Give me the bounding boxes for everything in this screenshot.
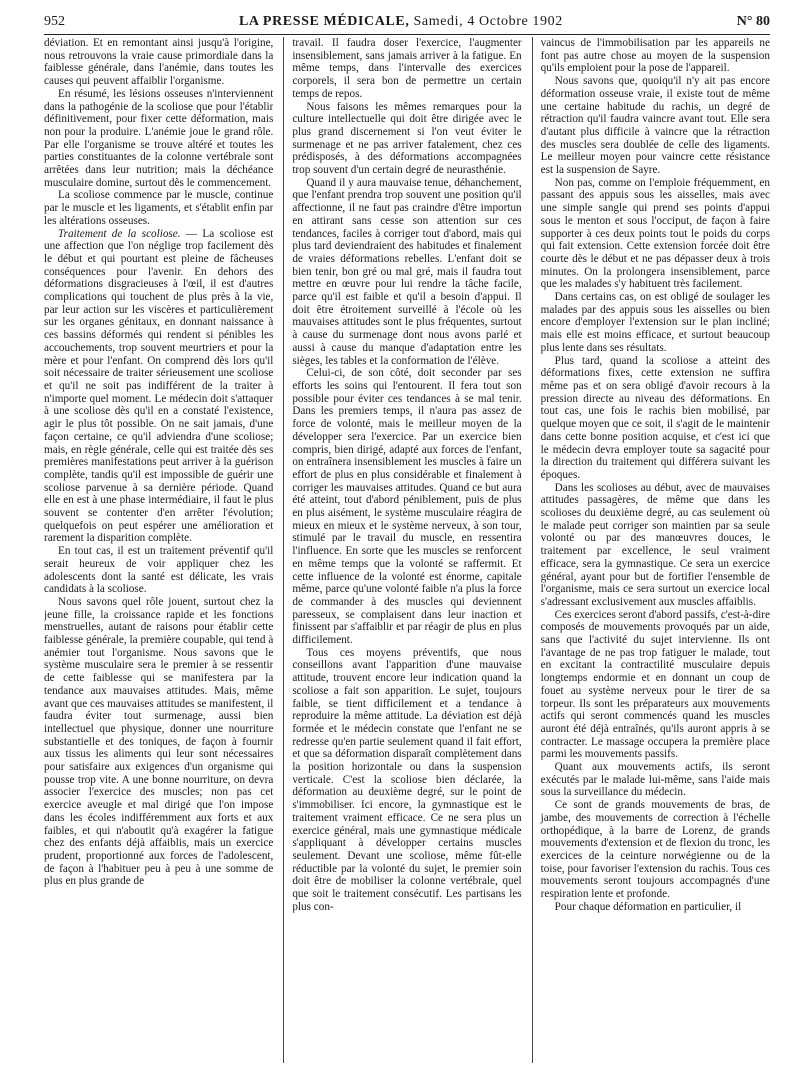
paragraph: [541, 291, 770, 355]
issue-date: Samedi, 4 Octobre 1902: [413, 14, 563, 29]
paragraph: [292, 647, 521, 914]
paragraph-text: Plus tard, quand la scoliose a atteint des déformations fixes, cette extension ne suffira même pas et on sera obligé d'avoir recours à la pression directe au niveau des déformations. En tout cas, une fois le rachis bien mobilisé, par quelque moyen que ce soit, il s'agit de le maintenir dans cette bonne position acquise, et c'est ici que le médecin devra employer toute sa sagacité pour la direction du traitement qui différera suivant les époques.: [540, 354, 770, 481]
paragraph-text: Nous savons quel rôle jouent, surtout chez la jeune fille, la croissance rapide et les fonctions menstruelles, autant de raisons pour établir cette faiblesse générale, la première coupable, qui tend à anémier tout l'organisme. Nous savons que le système musculaire sera le premier à se ressentir de cette faiblesse qui se manifestera par la tendance aux mauvaises attitudes. Mais, même avant que ces mauvaises attitudes se manifestent, il faudra éviter tout surmenage, aussi bien intellectuel que physique, donner une nourriture substantielle et des toniques, de façon à fournir aux tissus les aliments qui leur sont nécessaires pour satisfaire aux exigences d'un organisme qui pousse trop vite. A une bonne nourriture, on devra associer l'exercice des muscles; non pas cet exercice aveugle et mal dirigé que l'on impose dans les écoles indifféremment aux forts et aux faibles, et qui n'aboutit qu'à exagérer la fatigue chez des enfants déjà affaiblis, mais un exercice prudent, proportionné aux forces de l'adolescent, de façon à l'habituer peu à peu à une somme de plus en plus grande de: [44, 595, 274, 888]
section-heading: Traitement de la scoliose.: [58, 227, 181, 240]
paragraph: [44, 228, 273, 546]
paragraph-text: Ces exercices seront d'abord passifs, c'est-à-dire composés de mouvements provoqués par un aide, sans que l'activité du sujet intervienne. Ils ont l'avantage de ne pas trop fatiguer le malade, tout en excitant la contractilité musculaire depuis longtemps endormie et en donnant un coup de fouet au système nerveux pour le tirer de sa torpeur. Ils sont les préparateurs aux mouvements actifs qui seront commencés quand les muscles auront été déjà entraînés, qu'ils auront appris à se contracter. Le massage occupera la première place parmi les mouvements passifs.: [540, 608, 770, 761]
paragraph: [541, 799, 770, 901]
paragraph: [541, 355, 770, 482]
page-header: [44, 14, 770, 35]
paragraph: [541, 75, 770, 177]
paragraph: [44, 545, 273, 596]
paragraph-text: En tout cas, il est un traitement préventif qu'il serait heureux de voir appliquer chez les adolescents dont la santé est délicate, les vrais candidats à la scoliose.: [44, 545, 274, 596]
paragraph-text: Dans certains cas, on est obligé de soulager les malades par des appuis sous les aisselles ou bien encore d'employer l'extension sur le plan incliné; mais elle est moins efficace, et surtout beaucoup plus lente dans ses résultats.: [540, 291, 770, 354]
paragraph: [44, 189, 273, 227]
paragraph-text: vaincus de l'immobilisation par les appareils ne font pas autre chose au moyen de la suspension qu'ils emploient pour la pose de l'appareil.: [540, 37, 770, 75]
paragraph-text: La scoliose commence par le muscle, continue par le muscle et les ligaments, et s'établit enfin par les altérations osseuses.: [44, 189, 274, 227]
column-2: [283, 37, 521, 1063]
article-columns: [44, 37, 770, 1063]
paragraph-text: Ce sont de grands mouvements de bras, de jambe, des mouvements de correction à l'échelle orthopédique, à la barre de Lorenz, de grands mouvements d'extension et de flexion du tronc, les exercices de la ceinture norwégienne ou de la toise, pour favoriser l'extension du rachis. Tous ces mouvements seront toujours accompagnés d'une respiration lente et profonde.: [540, 799, 770, 901]
page-number: 952: [44, 14, 65, 29]
journal-title: [239, 14, 563, 30]
paragraph: [292, 367, 521, 646]
paragraph-text: Nous savons que, quoiqu'il n'y ait pas encore déformation osseuse vraie, il existe tout de même une certaine habitude du rachis, un degré de rétraction qu'il faudra vaincre avant tout. Elle sera d'autant plus difficile à vaincre que la rétraction des muscles sera doublée de celle des ligaments. Le meilleur moyen pour vaincre cette résistance est la suspension de Sayre.: [540, 75, 770, 177]
paragraph-text: En résumé, les lésions osseuses n'interviennent dans la pathogénie de la scoliose que pour l'établir définitivement, pour fixer cette déformation, mais non pour la produire. L'anémie joue le grand rôle. Par elle l'organisme se trouve altéré et toutes les parties constituantes de la colonne vertébrale sont arrêtées dans leur nutrition; mais la déchéance musculaire domine, surtout dès le commencement.: [44, 87, 274, 189]
paragraph: [44, 37, 273, 88]
paragraph: [541, 177, 770, 291]
journal-name: LA PRESSE MÉDICALE,: [238, 14, 410, 29]
paragraph-text: Nous faisons les mêmes remarques pour la culture intellectuelle qui doit être dirigée avec le plus grand discernement si l'on veut éviter le surmenage et ne pas arriver fatalement, chez ces prédisposés, à des déformations accompagnées trop souvent d'un certain degré de neurasthénie.: [292, 100, 522, 177]
issue-number: N° 80: [736, 14, 770, 29]
paragraph: [541, 901, 770, 914]
paragraph-text: — La scoliose est une affection que l'on néglige trop facilement dès le début et qui pourtant est pleine de fâcheuses conséquences pour l'avenir. En dehors des déformations disgracieuses à l'œil, il est d'autres complications qui touchent de plus près à la vie, par leur action sur les viscères et particulièrement sur les organes génitaux, en donnant naissance à ces bassins déformés qui rendent si pénibles les accouchements, trop souvent meurtriers et pour la mère et pour l'enfant. On comprend dès lors qu'il soit nécessaire de traiter sérieusement une scoliose et qu'il ne soit pas indifférent de la traiter à n'importe quel moment. Le médecin doit s'attaquer à une scoliose dès qu'il en a constaté l'existence, agir le plus tôt possible. On ne sait jamais, d'une façon certaine, ce qu'il adviendra d'une scoliose; mais, en règle générale, celle qui est traitée dès ses premières manifestations peut arriver à la guérison complète, tandis qu'il est impossible de guérir une scoliose parvenue à sa dernière période. Quand elle en est à une phase intermédiaire, il faut le plus souvent se contenter d'en arrêter l'évolution; quelquefois on peut espérer une amélioration et rarement la disparition complète.: [44, 227, 274, 545]
paragraph: [541, 482, 770, 609]
paragraph-text: Celui-ci, de son côté, doit seconder par ses efforts les soins qui l'entourent. Il fera tout son possible pour éviter ces tendances à se mal tenir. Dans les premiers temps, il n'aura pas assez de force de volonté, mais le meilleur moyen de la développer sera l'exercice. Par un exercice bien compris, bien dirigé, adapté aux forces de l'enfant, on entraînera insensiblement les muscles à faire un effort de plus en plus considérable et finalement à corriger les mauvaises attitudes. Quand ce but aura été atteint, tout d'abord péniblement, puis de plus en plus aisément, le système musculaire réagira de mieux en mieux et le système nerveux, à son tour, stimulé par le travail du muscle, en ressentira l'influence. En sorte que les muscles se renforcent en même temps que la volonté se raffermit. Et cette influence de la volonté est énorme, capitale même, parce qu'une volonté faible n'a plus la force de commander à des muscles qui deviennent paresseux, se complaisent dans leur inaction et finissent par s'affaiblir et par réagir de plus en plus difficilement.: [292, 367, 522, 647]
column-1: [44, 37, 273, 1063]
paragraph-text: déviation. Et en remontant ainsi jusqu'à l'origine, nous retrouvons la vraie cause primordiale dans la faiblesse générale, dans l'anémie, dans toutes les causes qui peuvent affaiblir l'organisme.: [44, 37, 274, 88]
paragraph-text: Quant aux mouvements actifs, ils seront exécutés par le malade lui-même, sans l'aide mais sous la surveillance du médecin.: [540, 761, 770, 799]
column-3: [532, 37, 770, 1063]
paragraph-text: Pour chaque déformation en particulier, il: [554, 900, 742, 913]
paragraph-text: Quand il y aura mauvaise tenue, déhanchement, que l'enfant prendra trop souvent une position qu'il affectionne, il ne faut pas craindre d'être importun en attirant sans cesse son attention sur ces tendances, faciles à corriger tout d'abord, mais qui plus tard deviendraient des habitudes et finalement de vraies déformations rebelles. L'enfant doit se bien tenir, bon gré ou mal gré, mais il faudra tout mettre en œuvre pour lui rendre la tâche facile, parce qu'il est faible et qu'il a besoin d'appui. Il doit être étroitement surveillé à l'école où les mauvaises attitudes sont le plus fréquentes, surtout à cause du surmenage dont nous avons parlé et aussi à cause du manque d'adaptation entre les sièges, les tables et la conformation de l'élève.: [292, 176, 522, 367]
paragraph: [541, 761, 770, 799]
paragraph: [292, 177, 521, 368]
paragraph: [541, 609, 770, 761]
paragraph-text: Non pas, comme on l'emploie fréquemment, en passant des appuis sous les aisselles, mais avec une simple sangle qui prend ses points d'appui sous le menton et sous l'occiput, de façon à faire supporter à ces deux points tout le poids du corps qui fait extension. Cette extension forcée doit être courte dès le début et ne pas dépasser deux à trois minutes. On la prolongera insensiblement, parce que les malades s'y habituent très facilement.: [540, 176, 770, 291]
paragraph: [44, 88, 273, 190]
paragraph: [44, 596, 273, 888]
paragraph: [292, 37, 521, 101]
paragraph-text: Tous ces moyens préventifs, que nous conseillons avant l'apparition d'une mauvaise attitude, trouvent encore leur indication quand la scoliose a fait son apparition. Le sujet, toujours faible, se tient difficilement et a tendance à reproduire la même attitude. La déviation est déjà formée et le médecin constate que l'enfant ne se redresse qu'en partie seulement quand il fait effort, et que sa déformation disparaît complètement dans la position horizontale ou dans la suspension verticale. C'est la scoliose bien déclarée, la déformation au deuxième degré, sur le point de s'immobiliser. Ici encore, la gymnastique est le traitement vraiment efficace. Ce ne sera plus un exercice général, mais une gymnastique médicale s'appliquant à développer certains muscles seulement. Devant une scoliose, même fût-elle réductible par la volonté du sujet, le premier soin doit être de mobiliser la colonne vertébrale, quel que soit le traitement consécutif. Les partisans les plus con-: [292, 646, 522, 913]
paragraph-text: Dans les scolioses au début, avec de mauvaises attitudes passagères, de même que dans les scolioses du deuxième degré, au cas seulement où le malade peut corriger son maintien par sa seule volonté ou par des manœuvres douces, le traitement par excellence, le seul vraiment efficace, sera la gymnastique. Ce sera un exercice général, ayant pour but de fortifier l'ensemble de l'organisme, mais ce sera surtout un exercice local s'adressant exclusivement aux muscles affaiblis.: [540, 481, 770, 608]
paragraph-text: travail. Il faudra doser l'exercice, l'augmenter insensiblement, sans jamais arriver à la fatigue. En même temps, dans l'intervalle des exercices corporels, il sera bon de permettre un certain temps de repos.: [292, 37, 522, 100]
paragraph: [541, 37, 770, 75]
paragraph: [292, 101, 521, 177]
